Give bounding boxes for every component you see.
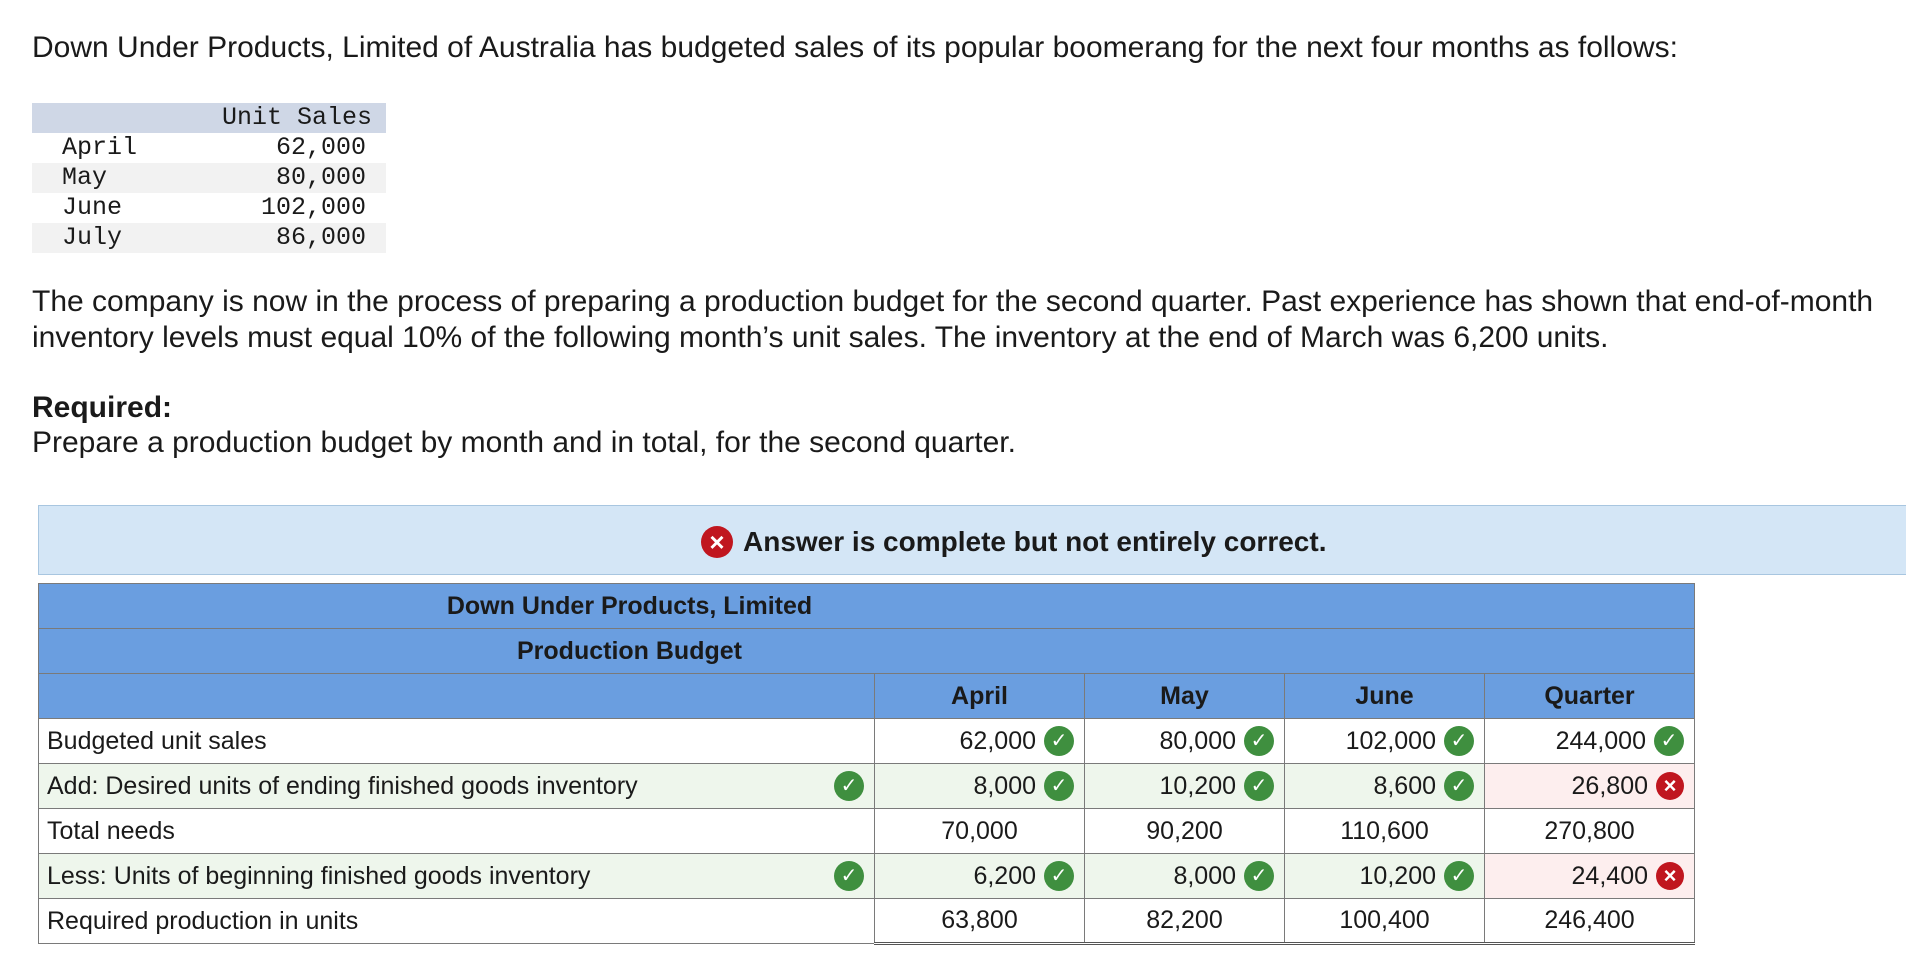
budget-row-beginning-inventory bbox=[39, 854, 1695, 899]
x-circle-icon: × bbox=[1656, 772, 1684, 800]
budget-cell-may[interactable] bbox=[1085, 764, 1285, 809]
checkmark-icon: ✓ bbox=[1244, 771, 1274, 801]
row-label: Less: Units of beginning finished goods inventory bbox=[47, 861, 591, 890]
sales-value: 62,000 bbox=[275, 133, 366, 162]
answer-status-banner bbox=[38, 505, 1906, 575]
cell-value: 90,200 bbox=[1146, 816, 1223, 845]
budget-cell-quarter[interactable] bbox=[1485, 854, 1695, 899]
cell-value: 24,400 bbox=[1571, 861, 1648, 890]
sales-row bbox=[32, 193, 386, 223]
row-label: Total needs bbox=[39, 809, 875, 854]
checkmark-icon: ✓ bbox=[1444, 726, 1474, 756]
sales-month: April bbox=[62, 133, 138, 162]
cell-value: 8,600 bbox=[1373, 771, 1436, 800]
budget-row-total-needs bbox=[39, 809, 1695, 854]
column-header-may: May bbox=[1085, 674, 1285, 719]
column-header-quarter: Quarter bbox=[1485, 674, 1695, 719]
budget-row-unit-sales bbox=[39, 719, 1695, 764]
column-header-blank bbox=[39, 674, 875, 719]
cell-value: 102,000 bbox=[1345, 726, 1436, 755]
cell-value: 10,200 bbox=[1359, 861, 1436, 890]
budget-cell-quarter[interactable] bbox=[1485, 764, 1695, 809]
cell-value: 6,200 bbox=[973, 861, 1036, 890]
x-circle-icon: × bbox=[701, 526, 733, 558]
budget-cell-may bbox=[1085, 809, 1285, 854]
production-budget-table bbox=[38, 583, 1695, 945]
row-label: Budgeted unit sales bbox=[39, 719, 875, 764]
sales-row bbox=[32, 163, 386, 193]
budget-cell-june[interactable] bbox=[1285, 764, 1485, 809]
checkmark-icon: ✓ bbox=[1044, 726, 1074, 756]
row-label: Add: Desired units of ending finished goods inventory bbox=[47, 771, 638, 800]
column-header-june: June bbox=[1285, 674, 1485, 719]
checkmark-icon: ✓ bbox=[834, 861, 864, 891]
budget-row-ending-inventory bbox=[39, 764, 1695, 809]
budget-row-required-production bbox=[39, 899, 1695, 944]
sales-header-blank bbox=[32, 103, 216, 133]
sales-header-unit-sales: Unit Sales bbox=[216, 103, 386, 133]
intro-text: Down Under Products, Limited of Australia has budgeted sales of its popular boomerang for the next four months as follows: bbox=[32, 31, 1678, 64]
sales-value: 102,000 bbox=[260, 193, 366, 222]
budget-column-header-row bbox=[39, 674, 1695, 719]
cell-value: 270,800 bbox=[1544, 816, 1635, 845]
checkmark-icon: ✓ bbox=[1444, 771, 1474, 801]
budget-cell-may[interactable] bbox=[1085, 719, 1285, 764]
budget-cell-june bbox=[1285, 809, 1485, 854]
budget-cell-june[interactable] bbox=[1285, 719, 1485, 764]
budget-cell-may bbox=[1085, 899, 1285, 944]
cell-value: 80,000 bbox=[1159, 726, 1236, 755]
required-text: Prepare a production budget by month and in total, for the second quarter. bbox=[32, 426, 1016, 459]
checkmark-icon: ✓ bbox=[1044, 771, 1074, 801]
checkmark-icon: ✓ bbox=[1044, 861, 1074, 891]
sales-month: June bbox=[62, 193, 123, 222]
checkmark-icon: ✓ bbox=[1244, 726, 1274, 756]
cell-value: 100,400 bbox=[1339, 906, 1430, 934]
budget-company-label: Down Under Products, Limited bbox=[446, 591, 813, 620]
sales-month: July bbox=[32, 223, 216, 253]
row-label: Required production in units bbox=[39, 899, 875, 944]
sales-row bbox=[32, 133, 386, 163]
description-text: The company is now in the process of preparing a production budget for the second quarter. Past experience has shown that end-of-month inventory levels must equal 10% of the following month’s unit sales. The inventory at the end of March was 6,200 units. bbox=[32, 285, 1874, 354]
banner-content bbox=[701, 526, 1326, 558]
sales-row bbox=[32, 223, 386, 253]
budget-cell-april bbox=[875, 899, 1085, 944]
budget-cell-may[interactable] bbox=[1085, 854, 1285, 899]
checkmark-icon: ✓ bbox=[834, 771, 864, 801]
budget-cell-quarter bbox=[1485, 809, 1695, 854]
row-label-cell[interactable] bbox=[39, 764, 875, 809]
cell-value: 110,600 bbox=[1340, 816, 1429, 845]
budget-title-label: Production Budget bbox=[517, 636, 742, 665]
budget-cell-june[interactable] bbox=[1285, 854, 1485, 899]
x-circle-icon: × bbox=[1656, 862, 1684, 890]
checkmark-icon: ✓ bbox=[1444, 861, 1474, 891]
banner-text: Answer is complete but not entirely correct. bbox=[743, 526, 1327, 557]
budget-cell-quarter[interactable] bbox=[1485, 719, 1695, 764]
sales-header-row bbox=[32, 103, 386, 133]
budget-cell-april[interactable] bbox=[875, 719, 1085, 764]
budget-company bbox=[39, 584, 1695, 629]
cell-value: 82,200 bbox=[1146, 906, 1223, 934]
budget-cell-quarter bbox=[1485, 899, 1695, 944]
budget-company-row bbox=[39, 584, 1695, 629]
row-label-cell[interactable] bbox=[39, 854, 875, 899]
cell-value: 62,000 bbox=[959, 726, 1036, 755]
checkmark-icon: ✓ bbox=[1654, 726, 1684, 756]
column-header-april: April bbox=[875, 674, 1085, 719]
sales-month: May bbox=[32, 163, 216, 193]
cell-value: 63,800 bbox=[941, 906, 1018, 934]
required-heading: Required: bbox=[32, 391, 173, 424]
budget-title bbox=[39, 629, 1695, 674]
budget-cell-april[interactable] bbox=[875, 764, 1085, 809]
cell-value: 244,000 bbox=[1555, 726, 1646, 755]
budget-cell-june bbox=[1285, 899, 1485, 944]
cell-value: 246,400 bbox=[1544, 906, 1635, 934]
cell-value: 26,800 bbox=[1571, 771, 1648, 800]
cell-value: 10,200 bbox=[1159, 771, 1236, 800]
budget-cell-april bbox=[875, 809, 1085, 854]
checkmark-icon: ✓ bbox=[1244, 861, 1274, 891]
unit-sales-table bbox=[32, 103, 386, 253]
sales-value: 80,000 bbox=[216, 163, 386, 193]
cell-value: 8,000 bbox=[973, 771, 1036, 800]
cell-value: 8,000 bbox=[1173, 861, 1236, 890]
sales-value: 86,000 bbox=[216, 223, 386, 253]
cell-value: 70,000 bbox=[941, 816, 1018, 845]
budget-cell-april[interactable] bbox=[875, 854, 1085, 899]
budget-title-row bbox=[39, 629, 1695, 674]
